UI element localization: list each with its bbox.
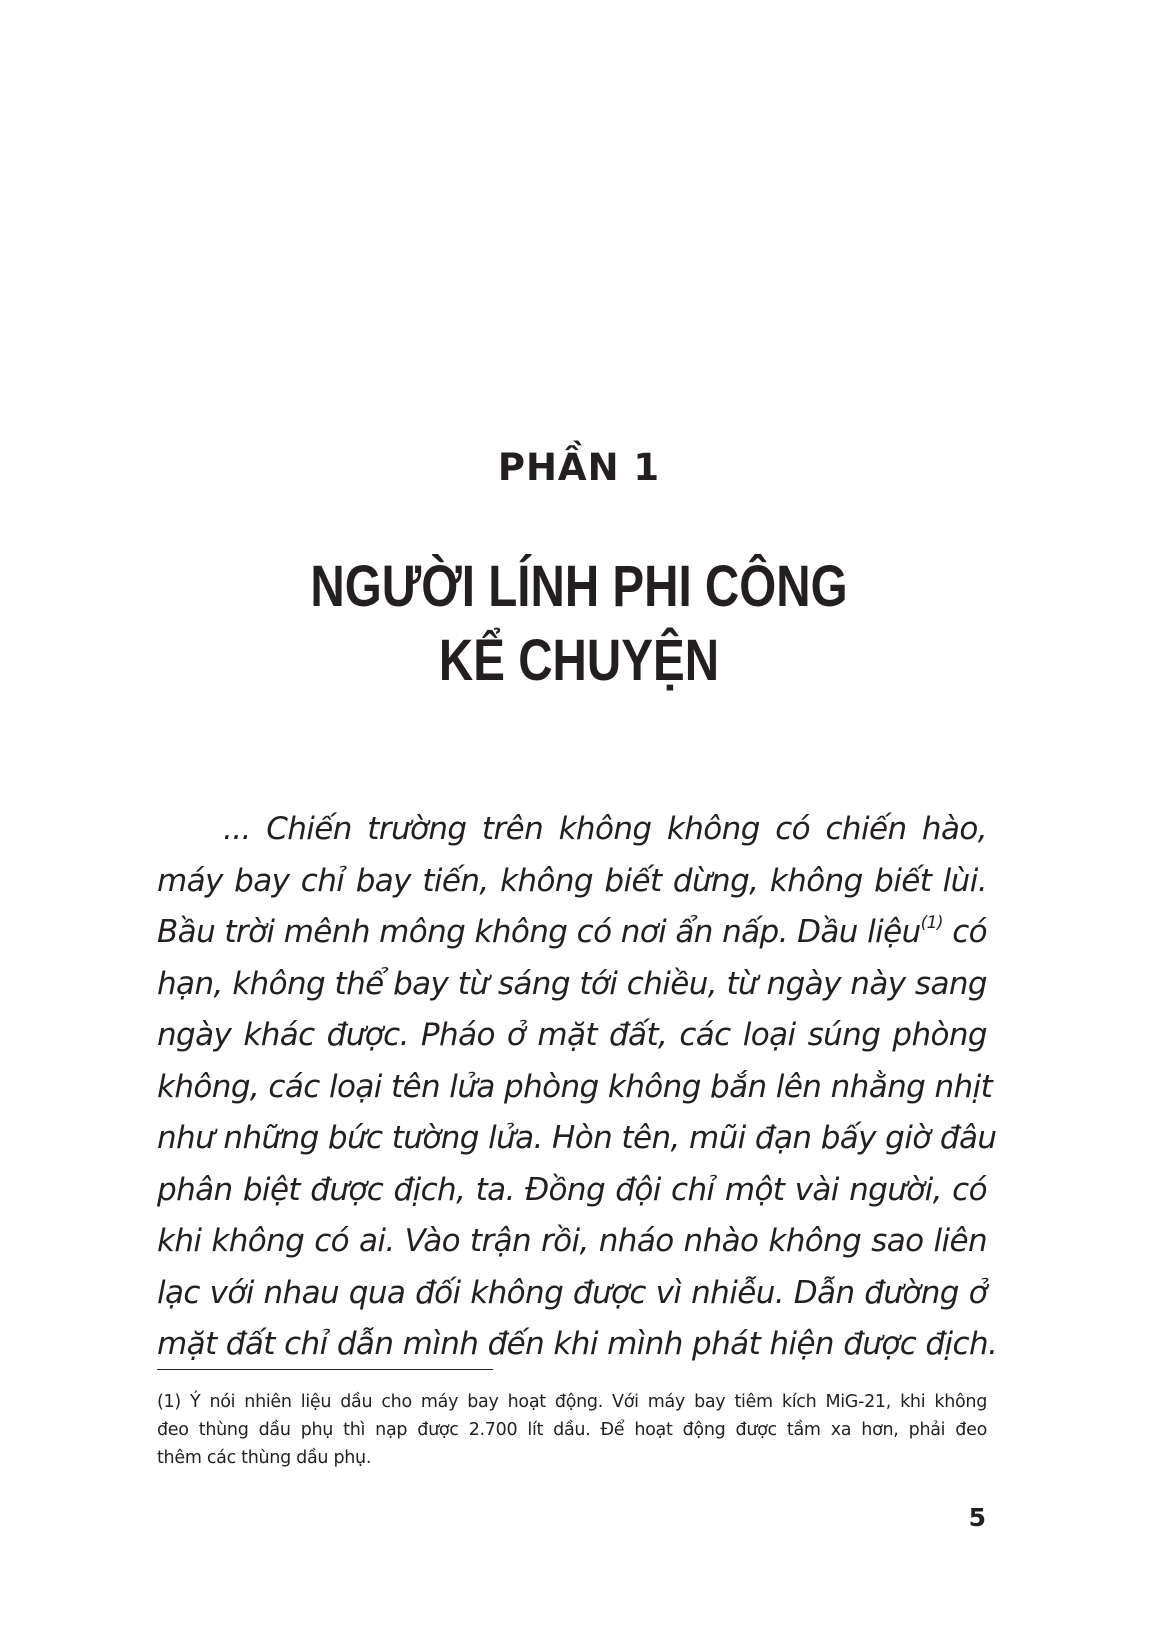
- body-line-9: khi không có ai. Vào trận rồi, nháo nhào không sao liên: [157, 1223, 987, 1259]
- chapter-title-line-1: NGƯỜI LÍNH PHI CÔNG: [310, 554, 848, 619]
- body-line-3: [157, 907, 987, 959]
- footnote-line-2: đeo thùng dầu phụ thì nạp được 2.700 lít dầu. Để hoạt động được tầm xa hơn, phải đeo: [157, 1420, 987, 1440]
- chapter-title-line-2: KỂ CHUYỆN: [438, 628, 720, 693]
- body-line-10: lạc với nhau qua đối không được vì nhiễu. Dẫn đường ở: [157, 1274, 987, 1311]
- body-line-2: máy bay chỉ bay tiến, không biết dừng, không biết lùi.: [157, 862, 987, 899]
- footnote: [157, 1388, 987, 1472]
- chapter-title: [104, 550, 1054, 698]
- footnote-line-1: (1) Ý nói nhiên liệu dầu cho máy bay hoạt động. Với máy bay tiêm kích MiG-21, khi không: [157, 1392, 987, 1412]
- body-line-3-text: Bầu trời mênh mông không có nơi ẩn nấp. Dầu liệu: [157, 914, 921, 950]
- body-line-3-end: có: [952, 914, 987, 950]
- footnote-divider: [157, 1369, 493, 1370]
- body-line-5: ngày khác được. Pháo ở mặt đất, các loại súng phòng: [157, 1017, 987, 1053]
- body-paragraph: [157, 804, 998, 1371]
- body-line-11: mặt đất chỉ dẫn mình đến khi mình phát hiện được địch.: [157, 1326, 998, 1362]
- body-line-4: hạn, không thể bay từ sáng tới chiều, từ ngày này sang: [157, 965, 987, 1002]
- part-label: PHẦN 1: [497, 446, 661, 489]
- footnote-line-3: thêm các thùng dầu phụ.: [157, 1448, 372, 1468]
- body-line-1: ... Chiến trường trên không không có chiến hào,: [223, 811, 987, 847]
- body-line-7: như những bức tường lửa. Hòn tên, mũi đạn bấy giờ đâu: [157, 1120, 997, 1156]
- body-line-6: không, các loại tên lửa phòng không bắn lên nhằng nhịt: [157, 1068, 993, 1105]
- page-number: 5: [968, 1503, 986, 1532]
- footnote-reference: (1): [920, 913, 943, 933]
- body-line-8: phân biệt được địch, ta. Đồng đội chỉ một vài người, có: [157, 1171, 987, 1208]
